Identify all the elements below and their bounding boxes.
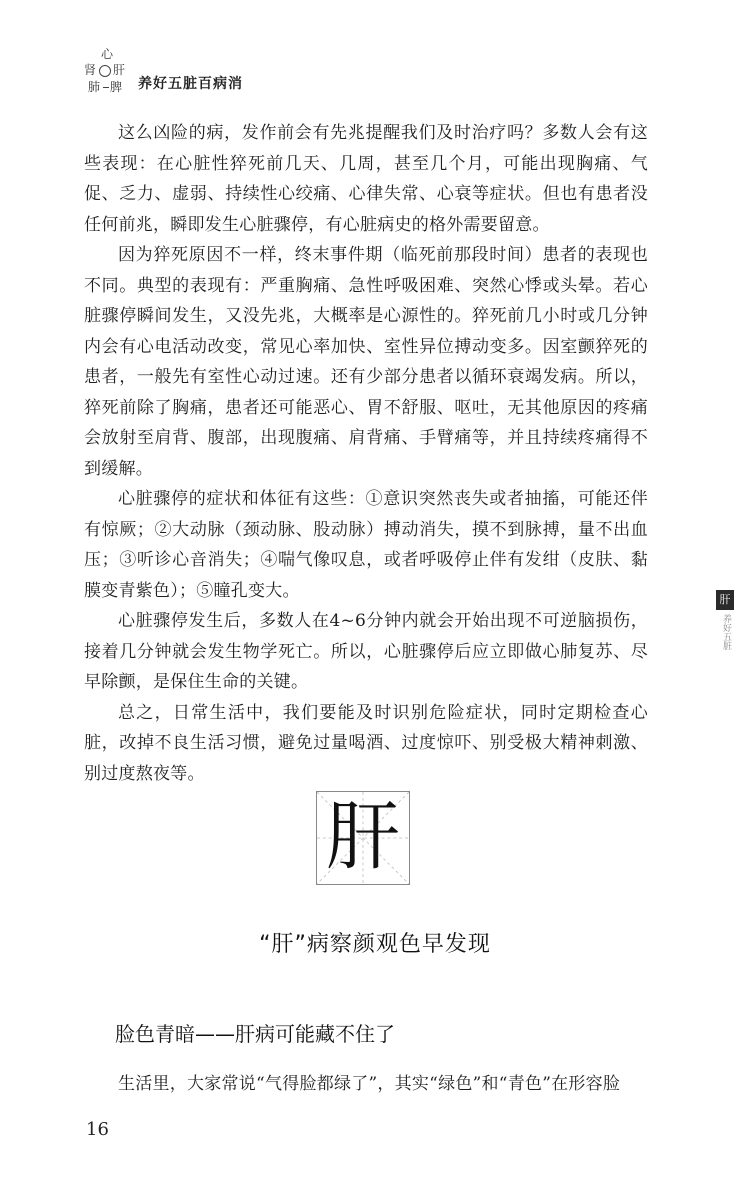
paragraph: 心脏骤停的症状和体征有这些：①意识突然丧失或者抽搐，可能还伴有惊厥；②大动脉（颈动脉、股动脉）搏动消失，摸不到脉搏，量不出血压；③听诊心音消失；④喘气像叹息，或者呼吸停止伴有发绀（皮肤、黏膜变青紫色）；⑤瞳孔变大。 [84,489,648,601]
logo-char-lung: 肺 [88,80,101,94]
body-text [84,118,648,789]
chapter-character-box [316,791,410,885]
side-tab-text: 养好五脏 [721,614,731,650]
logo-char-kidney: 肾 [84,63,97,77]
logo-dash [103,87,109,88]
book-logo [80,48,136,100]
chapter-side-tab: 肝 [716,590,734,610]
paragraph: 因为猝死原因不一样，终末事件期（临死前那段时间）患者的表现也不同。典型的表现有：严重胸痛、急性呼吸困难、突然心悸或头晕。若心脏骤停瞬间发生，又没先兆，大概率是心源性的。猝死前几小时或几分钟内会有心电活动改变，常见心率加快、室性异位搏动变多。因室颤猝死的患者，一般先有室性心动过速。还有少部分患者以循环衰竭发病。所以，猝死前除了胸痛，患者还可能恶心、胃不舒服、呕吐，无其他原因的疼痛会放射至肩背、腹部，出现腹痛、肩背痛、手臂痛等，并且持续疼痛得不到缓解。 [84,245,648,479]
running-header-title: 养好五脏百病消 [138,76,243,92]
logo-circle [99,65,111,77]
logo-char-heart: 心 [101,47,114,61]
subsection-title: 脸色青暗——肝病可能藏不住了 [115,1022,395,1046]
paragraph: 生活里，大家常说“气得脸都绿了”，其实“绿色”和“青色”在形容脸 [118,1074,621,1094]
page-number: 16 [86,1119,109,1140]
section-title: “肝”病察颜观色早发现 [259,932,491,957]
chapter-character: 肝 [326,794,400,880]
logo-char-liver: 肝 [113,63,126,77]
paragraph: 这么凶险的病，发作前会有先兆提醒我们及时治疗吗？多数人会有这些表现：在心脏性猝死前几天、几周，甚至几个月，可能出现胸痛、气促、乏力、虚弱、持续性心绞痛、心律失常、心衰等症状。但也有患者没任何前兆，瞬即发生心脏骤停，有心脏病史的格外需要留意。 [84,123,648,235]
paragraph: 心脏骤停发生后，多数人在4~6分钟内就会开始出现不可逆脑损伤，接着几分钟就会发生物学死亡。所以，心脏骤停后应立即做心肺复苏、尽早除颤，是保住生命的关键。 [84,611,648,692]
logo-char-spleen: 脾 [110,80,123,94]
paragraph: 总之，日常生活中，我们要能及时识别危险症状，同时定期检查心脏，改掉不良生活习惯，避免过量喝酒、过度惊吓、别受极大精神刺激、别过度熬夜等。 [84,702,648,784]
